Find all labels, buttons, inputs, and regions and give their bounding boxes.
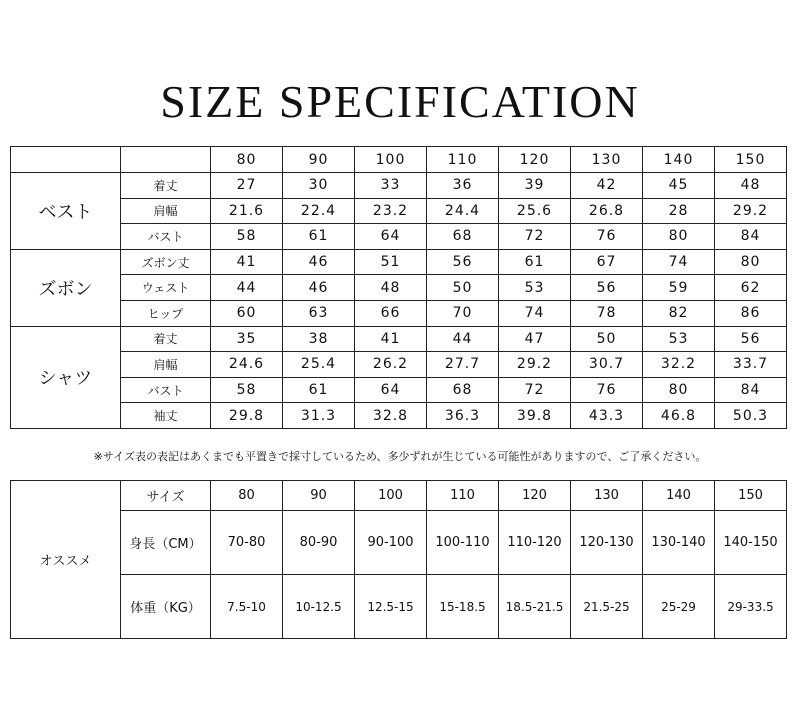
- value-cell: 24.6: [211, 352, 283, 378]
- height-row: [11, 511, 787, 575]
- value-cell: 48: [715, 173, 787, 199]
- value-cell: 64: [355, 377, 427, 403]
- value-cell: 76: [571, 224, 643, 250]
- value-cell: 53: [643, 326, 715, 352]
- measure-label: ズボン丈: [121, 249, 211, 275]
- value-cell: 63: [283, 300, 355, 326]
- recommend-table: [10, 480, 787, 639]
- value-cell: 25.6: [499, 198, 571, 224]
- value-cell: 62: [715, 275, 787, 301]
- value-cell: 24.4: [427, 198, 499, 224]
- value-cell: 42: [571, 173, 643, 199]
- table-row: [11, 224, 787, 250]
- value-cell: 28: [643, 198, 715, 224]
- value-cell: 36: [427, 173, 499, 199]
- table-row: [11, 352, 787, 378]
- group-label: ズボン: [11, 249, 121, 326]
- measure-label: バスト: [121, 224, 211, 250]
- value-cell: 72: [499, 377, 571, 403]
- table-row: [11, 326, 787, 352]
- value-cell: 74: [499, 300, 571, 326]
- size-header-row: [11, 147, 787, 173]
- table-row: [11, 275, 787, 301]
- value-cell: 30: [283, 173, 355, 199]
- value-cell: 26.8: [571, 198, 643, 224]
- value-cell: 61: [499, 249, 571, 275]
- group-label: シャツ: [11, 326, 121, 428]
- value-cell: 78: [571, 300, 643, 326]
- size-header-cell: 150: [715, 147, 787, 173]
- table-row: [11, 249, 787, 275]
- value-cell: 53: [499, 275, 571, 301]
- disclaimer-note: ※サイズ表の表記はあくまでも平置きで採寸しているため、多少ずれが生じている可能性がありますので、ご了承ください。: [93, 450, 707, 463]
- size-label: サイズ: [121, 481, 211, 511]
- height-cell: 110-120: [499, 511, 571, 575]
- corner-cell: [11, 147, 121, 173]
- value-cell: 31.3: [283, 403, 355, 429]
- value-cell: 48: [355, 275, 427, 301]
- measure-label: 肩幅: [121, 198, 211, 224]
- table-row: [11, 173, 787, 199]
- weight-label: 体重（KG）: [121, 575, 211, 639]
- value-cell: 39.8: [499, 403, 571, 429]
- value-cell: 86: [715, 300, 787, 326]
- value-cell: 58: [211, 377, 283, 403]
- weight-cell: 29-33.5: [715, 575, 787, 639]
- value-cell: 82: [643, 300, 715, 326]
- value-cell: 68: [427, 377, 499, 403]
- value-cell: 47: [499, 326, 571, 352]
- value-cell: 33.7: [715, 352, 787, 378]
- value-cell: 41: [211, 249, 283, 275]
- value-cell: 32.8: [355, 403, 427, 429]
- value-cell: 33: [355, 173, 427, 199]
- value-cell: 59: [643, 275, 715, 301]
- value-cell: 27.7: [427, 352, 499, 378]
- table-row: [11, 377, 787, 403]
- value-cell: 46: [283, 275, 355, 301]
- value-cell: 29.2: [715, 198, 787, 224]
- value-cell: 51: [355, 249, 427, 275]
- value-cell: 23.2: [355, 198, 427, 224]
- value-cell: 27: [211, 173, 283, 199]
- size-header-cell: 110: [427, 147, 499, 173]
- measure-label: 着丈: [121, 173, 211, 199]
- recommend-label: オススメ: [11, 481, 121, 639]
- height-cell: 80-90: [283, 511, 355, 575]
- value-cell: 84: [715, 377, 787, 403]
- size-header-cell: 120: [499, 481, 571, 511]
- value-cell: 66: [355, 300, 427, 326]
- value-cell: 29.8: [211, 403, 283, 429]
- table-row: [11, 198, 787, 224]
- value-cell: 44: [427, 326, 499, 352]
- size-header-cell: 140: [643, 147, 715, 173]
- value-cell: 44: [211, 275, 283, 301]
- value-cell: 58: [211, 224, 283, 250]
- value-cell: 80: [643, 224, 715, 250]
- value-cell: 45: [643, 173, 715, 199]
- size-header-cell: 150: [715, 481, 787, 511]
- page-title: SIZE SPECIFICATION: [160, 76, 640, 127]
- value-cell: 68: [427, 224, 499, 250]
- value-cell: 72: [499, 224, 571, 250]
- size-header-cell: 130: [571, 481, 643, 511]
- value-cell: 29.2: [499, 352, 571, 378]
- size-header-cell: 90: [283, 481, 355, 511]
- size-spec-table: [10, 146, 787, 429]
- measure-label: バスト: [121, 377, 211, 403]
- value-cell: 46.8: [643, 403, 715, 429]
- value-cell: 38: [283, 326, 355, 352]
- height-cell: 100-110: [427, 511, 499, 575]
- value-cell: 50: [571, 326, 643, 352]
- value-cell: 64: [355, 224, 427, 250]
- measure-label: ウェスト: [121, 275, 211, 301]
- height-cell: 120-130: [571, 511, 643, 575]
- value-cell: 30.7: [571, 352, 643, 378]
- height-label: 身長（CM）: [121, 511, 211, 575]
- value-cell: 35: [211, 326, 283, 352]
- value-cell: 76: [571, 377, 643, 403]
- recommend-size-row: [11, 481, 787, 511]
- value-cell: 67: [571, 249, 643, 275]
- weight-cell: 12.5-15: [355, 575, 427, 639]
- value-cell: 50: [427, 275, 499, 301]
- height-cell: 90-100: [355, 511, 427, 575]
- measure-label: 着丈: [121, 326, 211, 352]
- weight-cell: 15-18.5: [427, 575, 499, 639]
- measure-label: ヒップ: [121, 300, 211, 326]
- size-header-cell: 140: [643, 481, 715, 511]
- height-cell: 140-150: [715, 511, 787, 575]
- value-cell: 56: [571, 275, 643, 301]
- value-cell: 60: [211, 300, 283, 326]
- group-label: ベスト: [11, 173, 121, 250]
- value-cell: 84: [715, 224, 787, 250]
- table-row: [11, 403, 787, 429]
- weight-cell: 25-29: [643, 575, 715, 639]
- value-cell: 61: [283, 377, 355, 403]
- height-cell: 130-140: [643, 511, 715, 575]
- value-cell: 80: [715, 249, 787, 275]
- weight-cell: 21.5-25: [571, 575, 643, 639]
- value-cell: 25.4: [283, 352, 355, 378]
- value-cell: 70: [427, 300, 499, 326]
- size-header-cell: 90: [283, 147, 355, 173]
- value-cell: 39: [499, 173, 571, 199]
- value-cell: 61: [283, 224, 355, 250]
- value-cell: 46: [283, 249, 355, 275]
- height-cell: 70-80: [211, 511, 283, 575]
- size-header-cell: 100: [355, 147, 427, 173]
- size-header-cell: 130: [571, 147, 643, 173]
- weight-cell: 18.5-21.5: [499, 575, 571, 639]
- value-cell: 56: [715, 326, 787, 352]
- measure-label: 袖丈: [121, 403, 211, 429]
- weight-cell: 7.5-10: [211, 575, 283, 639]
- size-header-cell: 120: [499, 147, 571, 173]
- size-header-cell: 80: [211, 147, 283, 173]
- size-header-cell: 110: [427, 481, 499, 511]
- weight-row: [11, 575, 787, 639]
- size-header-cell: 80: [211, 481, 283, 511]
- corner-cell: [121, 147, 211, 173]
- table-row: [11, 300, 787, 326]
- size-header-cell: 100: [355, 481, 427, 511]
- weight-cell: 10-12.5: [283, 575, 355, 639]
- value-cell: 80: [643, 377, 715, 403]
- value-cell: 36.3: [427, 403, 499, 429]
- value-cell: 22.4: [283, 198, 355, 224]
- value-cell: 74: [643, 249, 715, 275]
- value-cell: 50.3: [715, 403, 787, 429]
- value-cell: 21.6: [211, 198, 283, 224]
- value-cell: 26.2: [355, 352, 427, 378]
- value-cell: 32.2: [643, 352, 715, 378]
- value-cell: 43.3: [571, 403, 643, 429]
- measure-label: 肩幅: [121, 352, 211, 378]
- value-cell: 56: [427, 249, 499, 275]
- value-cell: 41: [355, 326, 427, 352]
